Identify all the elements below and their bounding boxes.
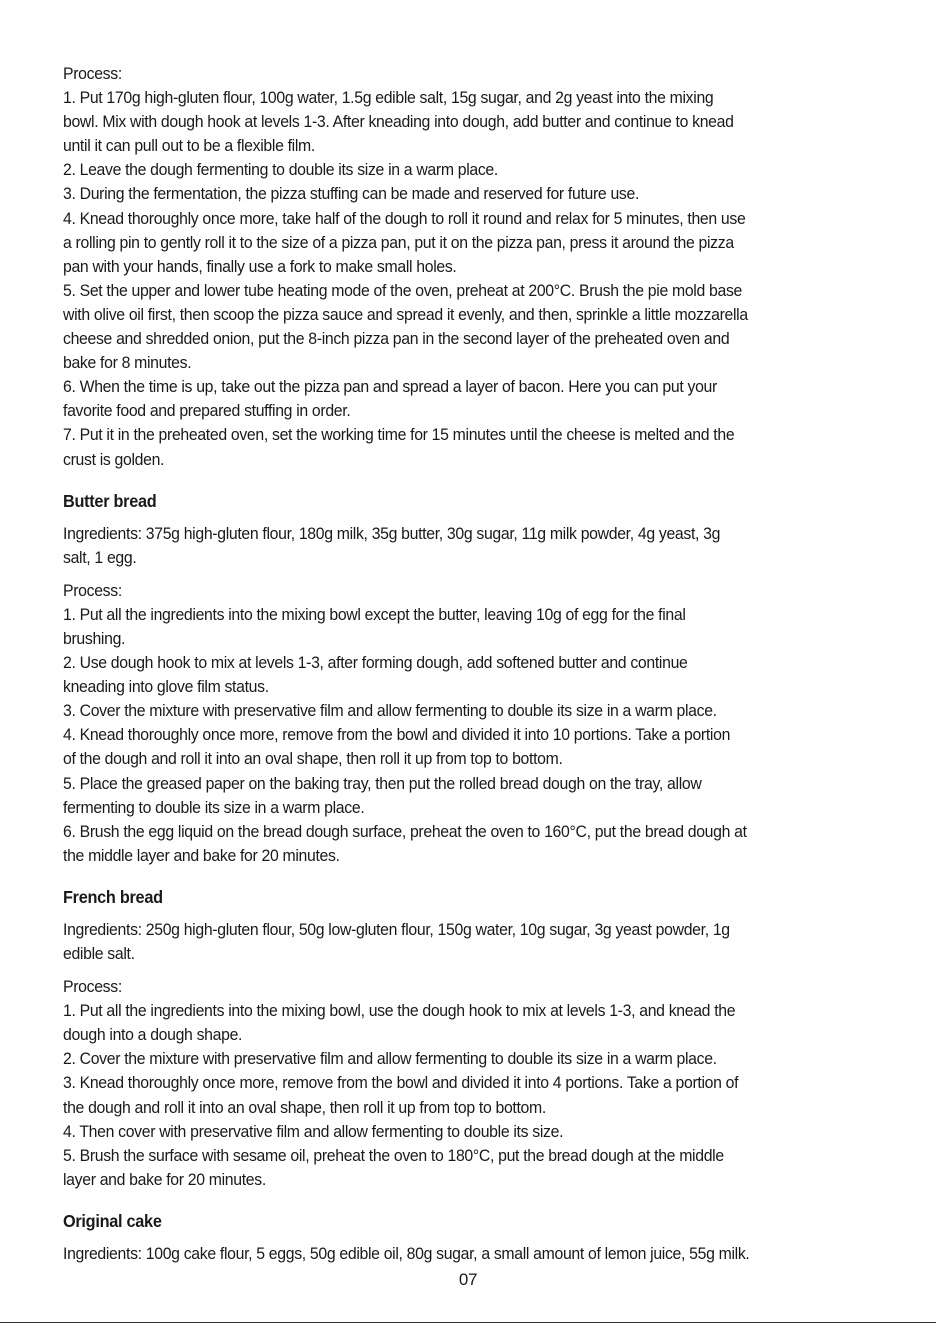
process-line: the middle layer and bake for 20 minutes. (63, 845, 340, 865)
original-cake-section (63, 1209, 875, 1266)
process-line: 3. Cover the mixture with preservative film and allow fermenting to double its size in a warm place. (63, 701, 717, 721)
ingredients-line: salt, 1 egg. (63, 547, 137, 567)
manual-page (63, 62, 875, 1266)
ingredients-line: edible salt. (63, 944, 135, 963)
process-line: fermenting to double its size in a warm place. (63, 797, 365, 817)
process-label: Process: (63, 64, 122, 83)
section-heading-original-cake: Original cake (63, 1210, 162, 1231)
process-line: a rolling pin to gently roll it to the size of a pizza pan, put it on the pizza pan, press it around the pizza (63, 232, 734, 252)
process-line: 4. Knead thoroughly once more, remove from the bowl and divided it into 10 portions. Take a portion (63, 725, 731, 745)
process-line: 1. Put 170g high-gluten flour, 100g water, 1.5g edible salt, 15g sugar, and 2g yeast into the mixing (63, 88, 714, 108)
process-line: 5. Set the upper and lower tube heating mode of the oven, preheat at 200°C. Brush the pie mold base (63, 280, 743, 300)
process-line: 6. When the time is up, take out the pizza pan and spread a layer of bacon. Here you can put your (63, 377, 717, 397)
process-line: until it can pull out to be a flexible film. (63, 136, 315, 156)
process-line: 2. Cover the mixture with preservative film and allow fermenting to double its size in a warm place. (63, 1049, 717, 1069)
butter-bread-section (63, 489, 875, 868)
process-line: cheese and shredded onion, put the 8-inch pizza pan in the second layer of the preheated oven and (63, 329, 730, 349)
process-line: 5. Brush the surface with sesame oil, preheat the oven to 180°C, put the bread dough at the middle (63, 1145, 724, 1165)
section-heading-french-bread: French bread (63, 886, 163, 907)
process-line: 3. During the fermentation, the pizza stuffing can be made and reserved for future use. (63, 184, 640, 204)
process-line: 7. Put it in the preheated oven, set the working time for 15 minutes until the cheese is melted and the (63, 425, 735, 445)
process-line: the dough and roll it into an oval shape, then roll it up from top to bottom. (63, 1097, 546, 1117)
process-line: bowl. Mix with dough hook at levels 1-3. After kneading into dough, add butter and continue to knead (63, 112, 734, 132)
ingredients-line: Ingredients: 375g high-gluten flour, 180g milk, 35g butter, 30g sugar, 11g milk powder, 4g yeast, 3g (63, 523, 721, 543)
pizza-process-section (63, 62, 875, 472)
process-label: Process: (63, 977, 122, 997)
process-line: favorite food and prepared stuffing in order. (63, 401, 351, 421)
process-line: 4. Then cover with preservative film and allow fermenting to double its size. (63, 1121, 564, 1141)
page-bottom-rule (0, 1322, 936, 1323)
process-line: 2. Leave the dough fermenting to double its size in a warm place. (63, 160, 498, 180)
process-line: kneading into glove film status. (63, 677, 269, 697)
process-line: dough into a dough shape. (63, 1025, 243, 1045)
process-line: 6. Brush the egg liquid on the bread dough surface, preheat the oven to 160°C, put the bread dough at (63, 821, 747, 841)
process-line: of the dough and roll it into an oval shape, then roll it up from top to bottom. (63, 749, 563, 769)
ingredients-line: Ingredients: 250g high-gluten flour, 50g low-gluten flour, 150g water, 10g sugar, 3g yeast powder, 1g (63, 919, 730, 939)
process-line: with olive oil first, then scoop the pizza sauce and spread it evenly, and then, sprinkle a little mozzarella (63, 304, 748, 324)
process-line: brushing. (63, 628, 126, 648)
process-line: pan with your hands, finally use a fork to make small holes. (63, 256, 457, 276)
ingredients-line: Ingredients: 100g cake flour, 5 eggs, 50g edible oil, 80g sugar, a small amount of lemon juice, 55g milk. (63, 1243, 750, 1263)
process-line: 2. Use dough hook to mix at levels 1-3, after forming dough, add softened butter and continue (63, 653, 688, 673)
section-heading-butter-bread: Butter bread (63, 490, 157, 511)
process-line: 1. Put all the ingredients into the mixing bowl except the butter, leaving 10g of egg for the final (63, 604, 686, 624)
french-bread-section (63, 885, 875, 1192)
page-number: 07 (458, 1270, 478, 1289)
process-line: 4. Knead thoroughly once more, take half of the dough to roll it round and relax for 5 minutes, then use (63, 208, 746, 228)
process-line: bake for 8 minutes. (63, 353, 192, 373)
process-line: 3. Knead thoroughly once more, remove from the bowl and divided it into 4 portions. Take a portion of (63, 1073, 739, 1093)
process-line: 1. Put all the ingredients into the mixing bowl, use the dough hook to mix at levels 1-3, and knead the (63, 1001, 736, 1021)
process-line: 5. Place the greased paper on the baking tray, then put the rolled bread dough on the tray, allow (63, 773, 702, 793)
process-line: crust is golden. (63, 449, 165, 469)
process-line: layer and bake for 20 minutes. (63, 1169, 266, 1189)
process-label: Process: (63, 580, 122, 600)
